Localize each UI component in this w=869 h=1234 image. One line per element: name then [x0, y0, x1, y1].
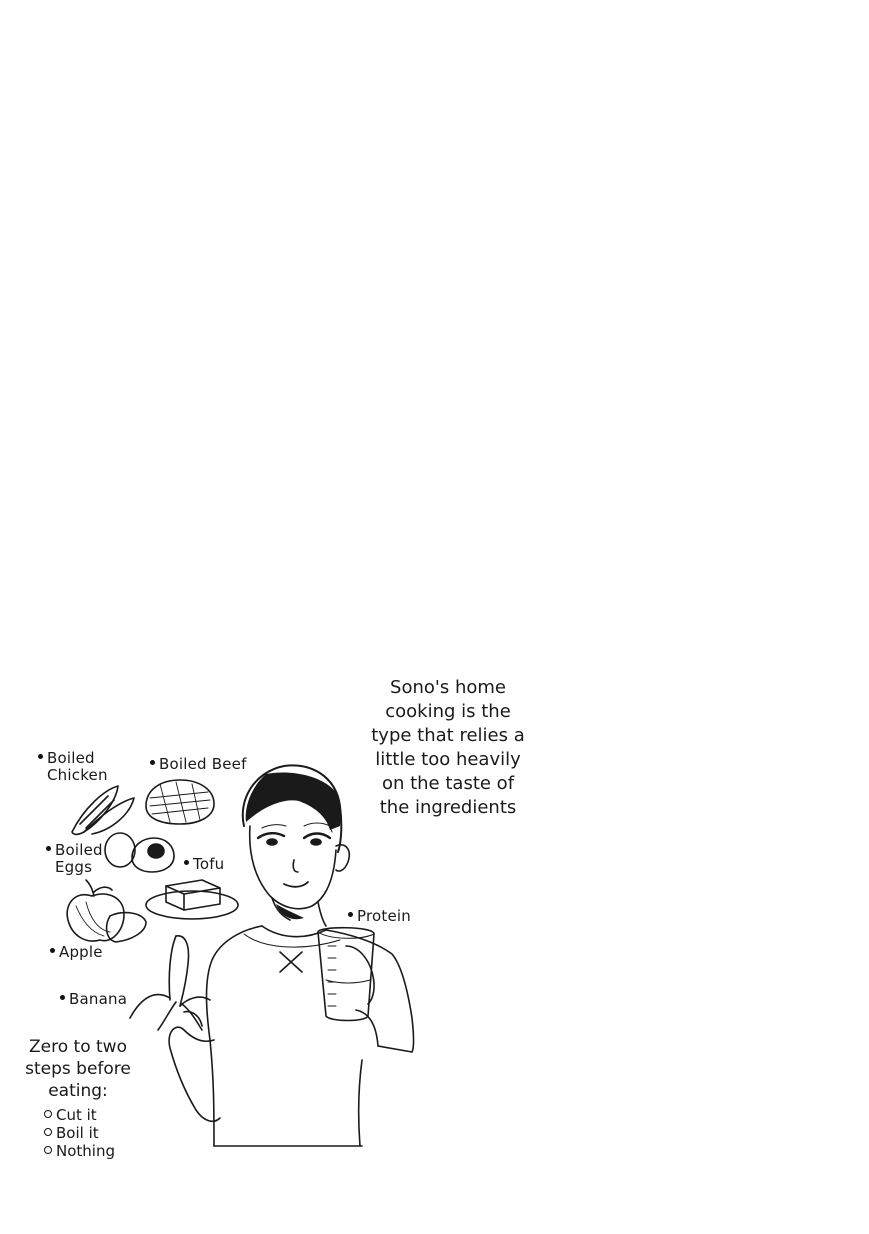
bullet-dot [60, 995, 65, 1000]
step-text: Cut it [56, 1106, 97, 1124]
tofu-drawing [146, 880, 238, 919]
step-item [44, 1106, 115, 1124]
label-protein [348, 908, 411, 925]
label-boiled-beef [150, 756, 247, 773]
label-banana [60, 991, 127, 1008]
bullet-dot [46, 846, 51, 851]
circle-bullet-icon [44, 1110, 52, 1118]
circle-bullet-icon [44, 1146, 52, 1154]
step-item [44, 1124, 115, 1142]
label-boiled-chicken-line2: Chicken [47, 766, 108, 784]
step-item [44, 1142, 115, 1160]
circle-bullet-icon [44, 1128, 52, 1136]
steps-title-line: Zero to two [29, 1037, 127, 1057]
step-text: Boil it [56, 1124, 99, 1142]
boiled-chicken-drawing [72, 786, 134, 834]
steps-title [8, 1036, 148, 1102]
steps-list [44, 1106, 115, 1160]
bullet-dot [150, 760, 155, 765]
label-apple [50, 944, 103, 961]
steps-title-line: steps before [25, 1059, 131, 1079]
boiled-eggs-drawing [105, 833, 174, 872]
bullet-dot [38, 754, 43, 759]
label-apple-text: Apple [59, 943, 103, 961]
boiled-beef-drawing [146, 780, 214, 824]
caption-line: type that relies a [371, 725, 525, 746]
label-boiled-beef-text: Boiled Beef [159, 755, 247, 773]
label-banana-text: Banana [69, 990, 128, 1008]
label-boiled-eggs [46, 842, 103, 876]
label-boiled-eggs-line2: Eggs [55, 858, 93, 876]
caption-line: Sono's home [390, 677, 506, 698]
caption-text [358, 676, 538, 820]
label-boiled-chicken [38, 750, 108, 784]
bullet-dot [184, 860, 189, 865]
label-boiled-eggs-line1: Boiled [55, 841, 103, 859]
caption-line: the ingredients [379, 797, 517, 818]
label-boiled-chicken-line1: Boiled [47, 749, 95, 767]
banana-drawing [130, 936, 210, 1030]
caption-line: cooking is the [385, 701, 511, 722]
caption-line: on the taste of [381, 773, 515, 794]
caption-line: little too heavily [375, 749, 521, 770]
label-tofu [184, 856, 224, 873]
label-tofu-text: Tofu [193, 855, 225, 873]
label-protein-text: Protein [357, 907, 411, 925]
bullet-dot [348, 912, 353, 917]
steps-title-line: eating: [48, 1081, 108, 1101]
woman-drawing [169, 765, 413, 1146]
apple-drawing [67, 880, 146, 942]
bullet-dot [50, 948, 55, 953]
step-text: Nothing [56, 1142, 115, 1160]
